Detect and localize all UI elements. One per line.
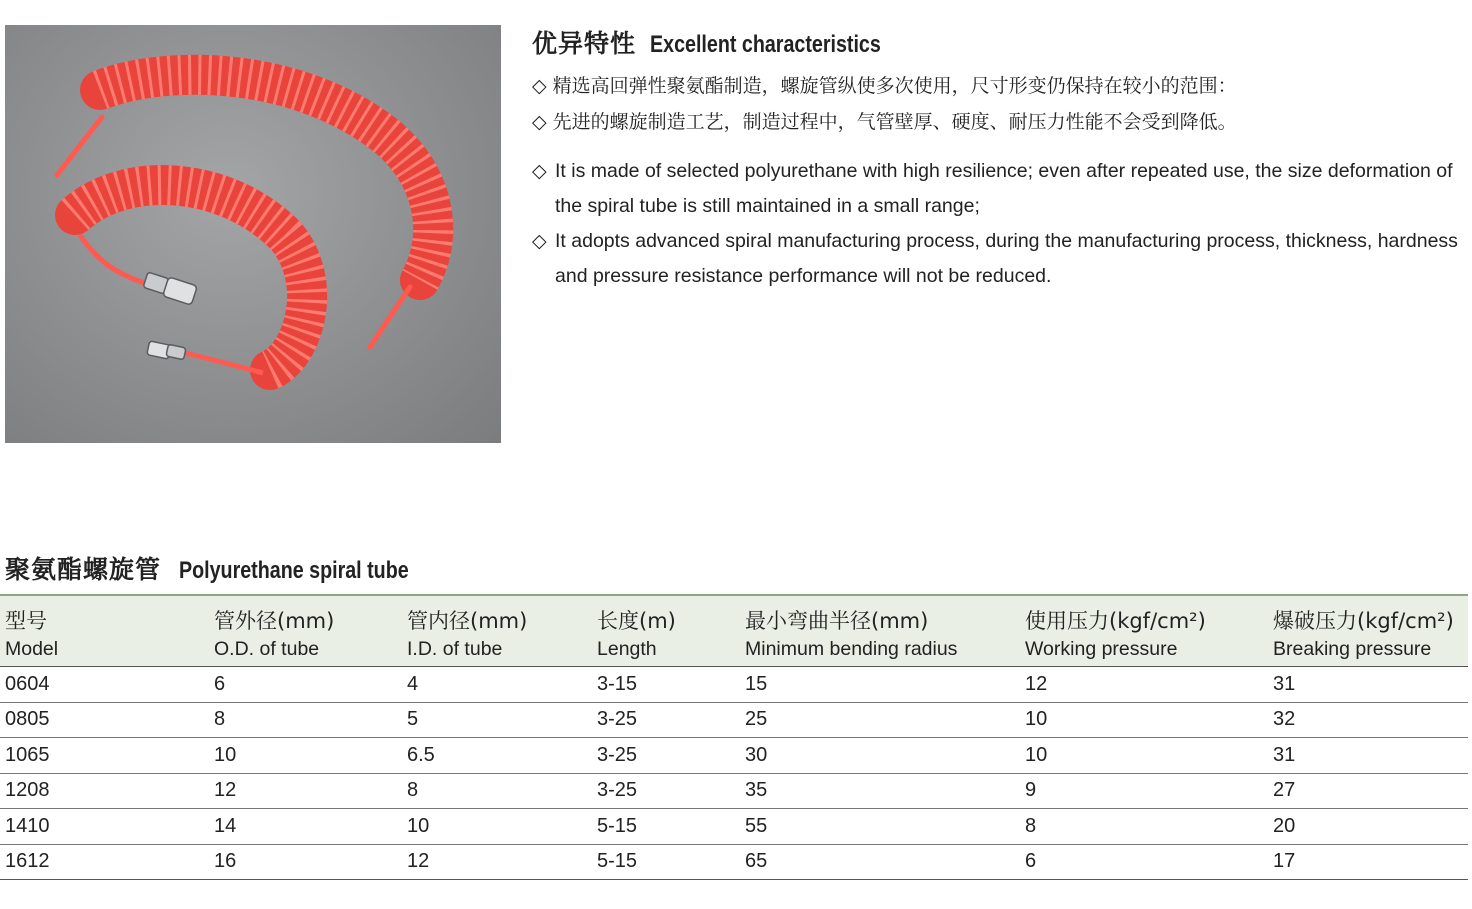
- table-cell: 5: [402, 702, 592, 738]
- table-cell: 31: [1268, 738, 1468, 774]
- upper-tube-end: [57, 117, 102, 175]
- table-cell: 4: [402, 667, 592, 703]
- lower-coil-body: [75, 185, 307, 370]
- quick-coupler-upper: [143, 272, 197, 305]
- column-header-en: Breaking pressure: [1273, 638, 1432, 660]
- table-cell: 1410: [0, 809, 209, 845]
- table-cell: 12: [1020, 667, 1268, 703]
- table-cell: 17: [1268, 844, 1468, 880]
- table-cell: 1612: [0, 844, 209, 880]
- column-header-en: Length: [597, 638, 657, 660]
- column-header-bending-radius: [740, 595, 1020, 667]
- table-row: [0, 667, 1468, 703]
- table-cell: 55: [740, 809, 1020, 845]
- column-header-en: I.D. of tube: [407, 638, 503, 660]
- product-title-zh: 聚氨酯螺旋管: [5, 555, 162, 584]
- column-header-en: Model: [5, 638, 59, 660]
- spec-table: [0, 594, 1468, 880]
- column-header-en: Working pressure: [1025, 638, 1178, 660]
- table-cell: 35: [740, 773, 1020, 809]
- column-header-zh: 长度(m): [597, 609, 676, 633]
- table-cell: 15: [740, 667, 1020, 703]
- characteristics-title-en: Excellent characteristics: [650, 31, 881, 58]
- table-cell: 1208: [0, 773, 209, 809]
- table-cell: 27: [1268, 773, 1468, 809]
- table-cell: 20: [1268, 809, 1468, 845]
- product-photo: [5, 25, 501, 443]
- characteristic-zh-item: ◇ 先进的螺旋制造工艺，制造过程中，气管壁厚、硬度、耐压力性能不会受到降低。: [532, 111, 1237, 133]
- characteristic-en-text: It is made of selected polyurethane with high resilience; even after repeated use, the size deformation of the spiral tube is still maintained in a small range;: [555, 160, 1453, 217]
- table-cell: 3-25: [592, 738, 740, 774]
- table-cell: 8: [1020, 809, 1268, 845]
- upper-tube-tail: [370, 287, 410, 347]
- product-heading: [5, 550, 459, 588]
- table-cell: 5-15: [592, 844, 740, 880]
- table-cell: 8: [402, 773, 592, 809]
- characteristic-en-text: It adopts advanced spiral manufacturing process, during the manufacturing process, thickness, hardness and pressure resistance performance will not be reduced.: [555, 230, 1458, 287]
- table-cell: 10: [1020, 738, 1268, 774]
- table-cell: 10: [402, 809, 592, 845]
- column-header-zh: 管内径(mm): [407, 609, 528, 633]
- table-cell: 32: [1268, 702, 1468, 738]
- table-cell: 10: [209, 738, 402, 774]
- column-header-zh: 管外径(mm): [214, 609, 335, 633]
- table-row: [0, 809, 1468, 845]
- quick-coupler-lower: [147, 341, 186, 360]
- column-header-model: [0, 595, 209, 667]
- table-cell: 16: [209, 844, 402, 880]
- column-header-en: Minimum bending radius: [745, 638, 958, 660]
- table-cell: 10: [1020, 702, 1268, 738]
- table-cell: 0604: [0, 667, 209, 703]
- characteristic-en-item: [532, 224, 1467, 294]
- table-cell: 6.5: [402, 738, 592, 774]
- column-header-zh: 爆破压力(kgf/cm²): [1273, 609, 1454, 633]
- characteristic-zh-item: ◇ 精选高回弹性聚氨酯制造，螺旋管纵使多次使用，尺寸形变仍保持在较小的范围：: [532, 75, 1237, 97]
- table-cell: 6: [209, 667, 402, 703]
- diamond-bullet-icon: ◇: [532, 160, 547, 182]
- column-header-en: O.D. of tube: [214, 638, 320, 660]
- table-cell: 3-25: [592, 702, 740, 738]
- table-cell: 14: [209, 809, 402, 845]
- diamond-bullet-icon: ◇: [532, 230, 547, 252]
- table-cell: 3-25: [592, 773, 740, 809]
- characteristics-heading: [532, 24, 1467, 58]
- table-row: [0, 738, 1468, 774]
- product-title-en: Polyurethane spiral tube: [179, 557, 409, 584]
- table-cell: 6: [1020, 844, 1268, 880]
- table-cell: 12: [209, 773, 402, 809]
- table-cell: 3-15: [592, 667, 740, 703]
- table-cell: 12: [402, 844, 592, 880]
- table-row: [0, 844, 1468, 880]
- spiral-tube-illustration: [5, 25, 501, 443]
- table-cell: 1065: [0, 738, 209, 774]
- column-header-od: [209, 595, 402, 667]
- characteristics-list-en: [532, 154, 1467, 294]
- table-cell: 0805: [0, 702, 209, 738]
- characteristic-en-item: [532, 154, 1467, 224]
- column-header-id: [402, 595, 592, 667]
- column-header-length: [592, 595, 740, 667]
- table-header-row: [0, 595, 1468, 667]
- table-cell: 31: [1268, 667, 1468, 703]
- table-cell: 25: [740, 702, 1020, 738]
- table-cell: 65: [740, 844, 1020, 880]
- table-row: [0, 773, 1468, 809]
- table-cell: 9: [1020, 773, 1268, 809]
- table-row: [0, 702, 1468, 738]
- column-header-zh: 型号: [5, 609, 47, 633]
- lower-tube-lead: [80, 235, 150, 285]
- characteristics-title-zh: 优异特性: [532, 29, 637, 58]
- table-cell: 8: [209, 702, 402, 738]
- characteristics-section: [532, 24, 1467, 294]
- column-header-breaking-pressure: [1268, 595, 1468, 667]
- column-header-working-pressure: [1020, 595, 1268, 667]
- table-cell: 30: [740, 738, 1020, 774]
- characteristics-list-zh: [532, 68, 1467, 140]
- column-header-zh: 最小弯曲半径(mm): [745, 609, 929, 633]
- table-cell: 5-15: [592, 809, 740, 845]
- column-header-zh: 使用压力(kgf/cm²): [1025, 609, 1206, 633]
